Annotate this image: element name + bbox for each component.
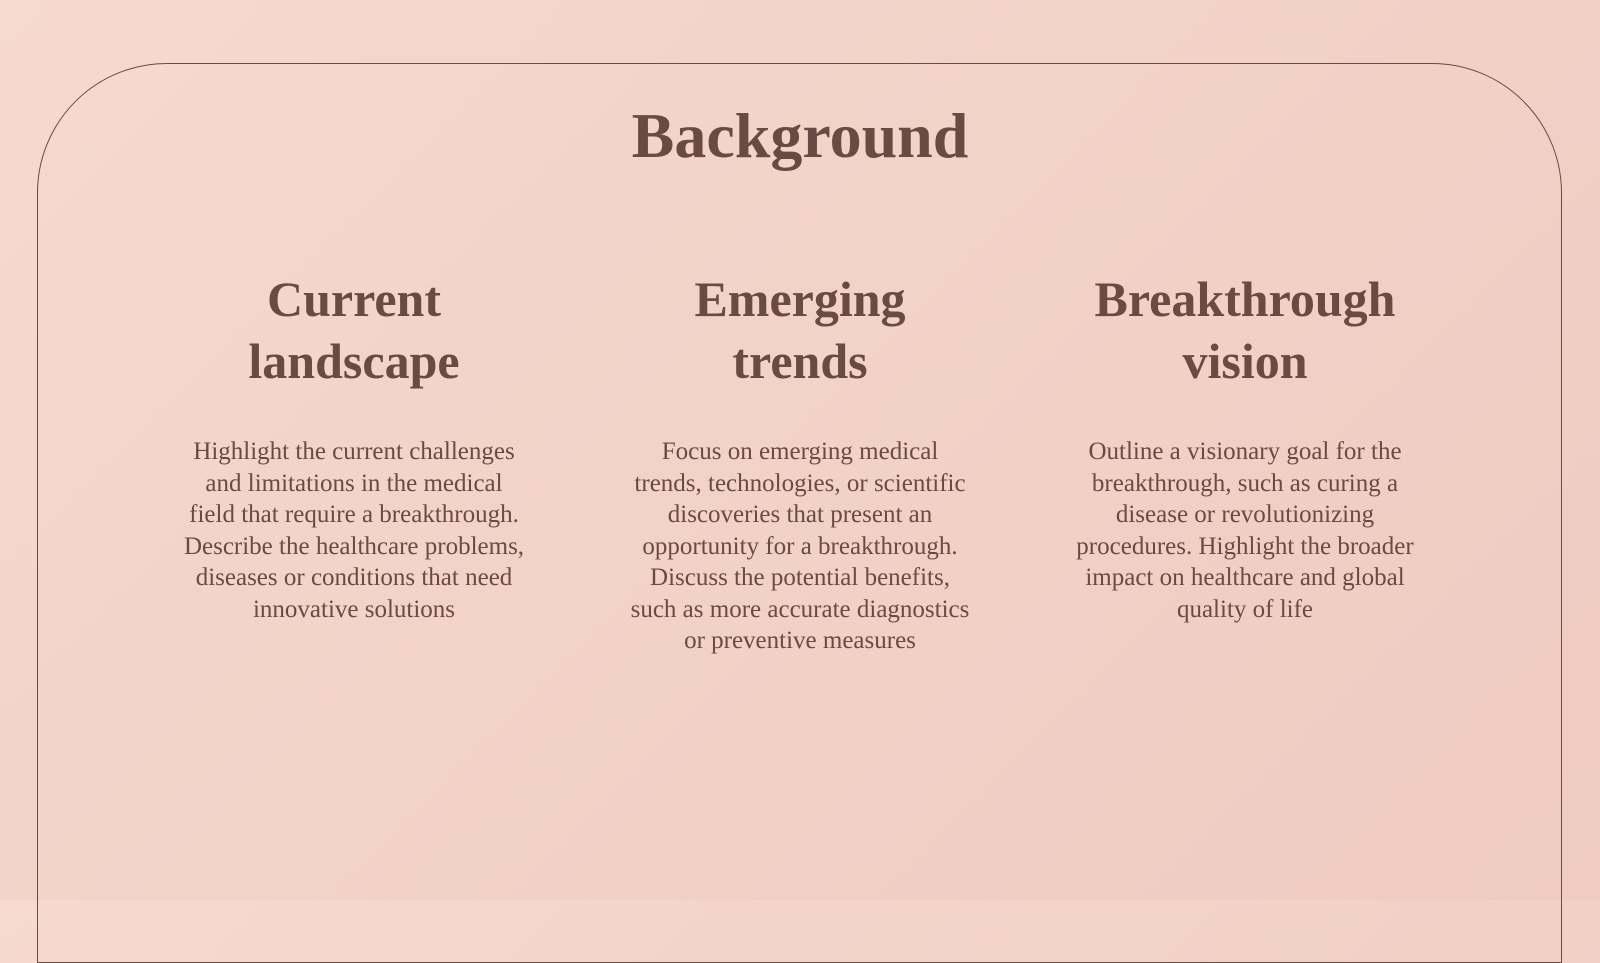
- column-emerging-trends: [620, 268, 980, 657]
- column-text: Highlight the current challenges and limitations in the medical field that require a breakthrough. Describe the healthcare problems, diseases or conditions that need innovative solutions: [183, 438, 525, 623]
- column-text: Outline a visionary goal for the breakthrough, such as curing a disease or revolutionizing procedures. Highlight the broader impact on healthcare and global quality of life: [1076, 438, 1414, 623]
- column-text: Focus on emerging medical trends, technologies, or scientific discoveries that present an opportunity for a breakthrough. Discuss the potential benefits, such as more accurate diagnostics or preventive measures: [630, 438, 970, 654]
- column-breakthrough-vision: [1065, 268, 1425, 625]
- column-heading: Current landscape: [248, 271, 460, 389]
- column-current-landscape: [174, 268, 534, 625]
- column-heading: Emerging trends: [694, 271, 906, 389]
- slide-title: Background: [631, 100, 969, 171]
- column-heading: Breakthrough vision: [1094, 271, 1396, 389]
